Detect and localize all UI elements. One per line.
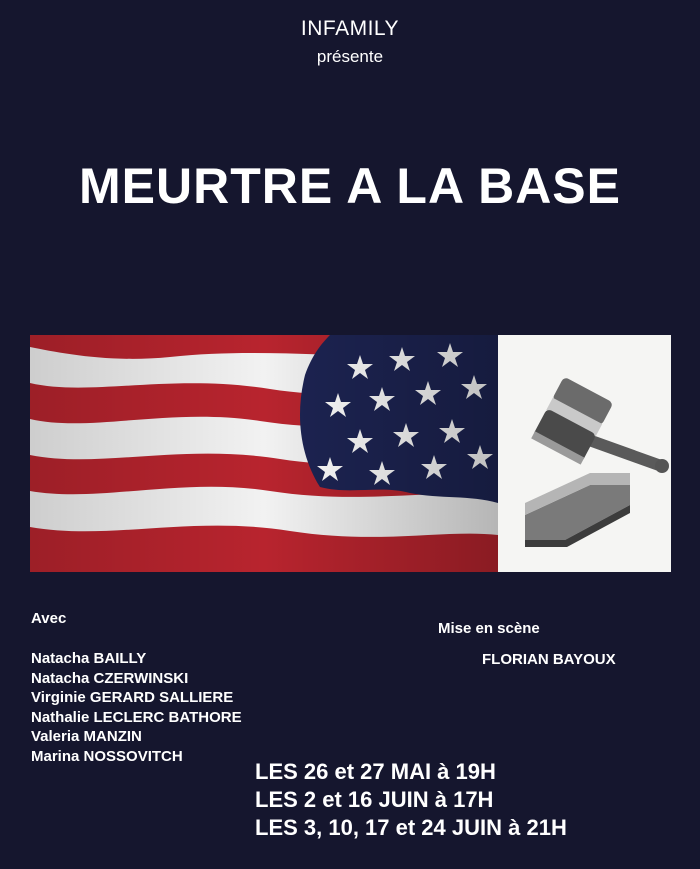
cast-member: Natacha BAILLY xyxy=(31,650,147,667)
director-name: FLORIAN BAYOUX xyxy=(482,651,616,668)
cast-member: Marina NOSSOVITCH xyxy=(31,747,183,765)
performance-date: LES 3, 10, 17 et 24 JUIN à 21H xyxy=(255,815,567,840)
cast-member: Virginie GERARD SALLIERE xyxy=(31,689,234,706)
cast-member: Valeria MANZIN xyxy=(31,728,142,745)
american-flag-image xyxy=(30,335,498,572)
cast-list xyxy=(31,649,242,766)
producer-name: INFAMILY xyxy=(300,17,400,40)
performance-dates xyxy=(255,758,567,842)
cast-label: Avec xyxy=(31,610,67,627)
performance-date: LES 26 et 27 MAI à 19H xyxy=(255,759,496,784)
performance-date: LES 2 et 16 JUIN à 17H xyxy=(255,787,494,812)
cast-member: Nathalie LECLERC BATHORE xyxy=(31,708,242,726)
gavel-image xyxy=(498,335,671,572)
cast-member: Natacha CZERWINSKI xyxy=(31,669,189,687)
poster-artwork xyxy=(30,335,671,572)
director-label: Mise en scène xyxy=(438,620,540,637)
show-title: MEURTRE A LA BASE xyxy=(79,158,621,214)
presents-text: présente xyxy=(316,47,384,66)
